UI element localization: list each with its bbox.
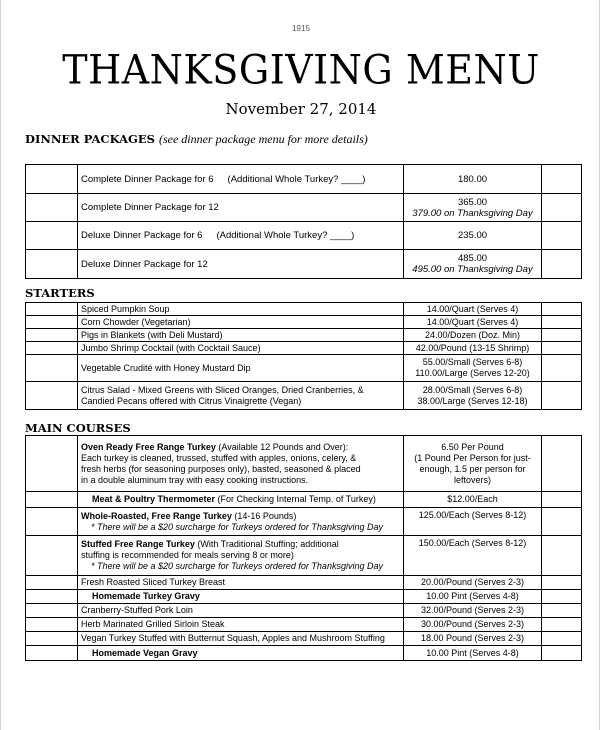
item-price: 14.00/Quart (Serves 4) — [404, 316, 542, 329]
qty-cell[interactable] — [542, 646, 582, 661]
surcharge-note: * There will be a $20 surcharge for Turkeys ordered for Thanksgiving Day — [91, 561, 383, 571]
package-price-holiday: 379.00 on Thanksgiving Day — [412, 207, 533, 219]
table-row — [26, 618, 582, 632]
qty-cell[interactable] — [542, 604, 582, 618]
item-name: Citrus Salad - Mixed Greens with Sliced Oranges, Dried Cranberries, & — [81, 384, 364, 395]
order-cell[interactable] — [26, 576, 78, 590]
qty-cell[interactable] — [542, 329, 582, 342]
order-cell[interactable] — [26, 194, 78, 222]
item-name-detail: (Available 12 Pounds and Over): — [215, 441, 349, 452]
item-price-small: 28.00/Small (Serves 6-8) — [422, 384, 523, 395]
packages-note: (see dinner package menu for more details) — [158, 132, 368, 146]
package-addon: (Additional Whole Turkey? ____) — [216, 230, 355, 241]
order-cell[interactable] — [26, 492, 78, 508]
item-name: Fresh Roasted Sliced Turkey Breast — [78, 576, 404, 590]
item-price: 30.00/Pound (Serves 2-3) — [404, 618, 542, 632]
package-name: Deluxe Dinner Package for 12 — [81, 258, 208, 270]
order-cell[interactable] — [26, 250, 78, 279]
table-row — [26, 342, 582, 355]
table-row — [26, 632, 582, 646]
item-price: 42.00/Pound (13-15 Shrimp) — [404, 342, 542, 355]
qty-cell[interactable] — [542, 355, 582, 382]
order-cell[interactable] — [26, 618, 78, 632]
item-name: Spiced Pumpkin Soup — [78, 303, 404, 316]
item-description: Each turkey is cleaned, trussed, stuffed with apples, onions, celery, & — [81, 452, 357, 463]
page-title: THANKSGIVING MENU — [62, 46, 540, 94]
table-row — [26, 355, 582, 382]
item-name: Corn Chowder (Vegetarian) — [78, 316, 404, 329]
mains-table — [25, 435, 582, 661]
table-row — [26, 250, 582, 279]
item-name: Cranberry-Stuffed Pork Loin — [78, 604, 404, 618]
item-price: $12.00/Each — [404, 492, 542, 508]
qty-cell[interactable] — [542, 536, 582, 576]
item-name-detail: (14-16 Pounds) — [231, 510, 297, 521]
table-row — [26, 492, 582, 508]
page-number: 1915 — [292, 24, 310, 33]
qty-cell[interactable] — [542, 590, 582, 604]
item-name-detail: (For Checking Internal Temp. of Turkey) — [215, 494, 376, 504]
package-price: 365.00 — [457, 196, 488, 208]
qty-cell[interactable] — [542, 165, 582, 194]
order-cell[interactable] — [26, 632, 78, 646]
qty-cell[interactable] — [542, 632, 582, 646]
qty-cell[interactable] — [542, 250, 582, 279]
qty-cell[interactable] — [542, 576, 582, 590]
order-cell[interactable] — [26, 165, 78, 194]
table-row — [26, 382, 582, 410]
order-cell[interactable] — [26, 604, 78, 618]
section-heading-packages — [25, 132, 368, 147]
surcharge-note: * There will be a $20 surcharge for Turkeys ordered for Thanksgiving Day — [91, 521, 383, 532]
item-price-note: enough, 1.5 per person for — [419, 463, 526, 474]
qty-cell[interactable] — [542, 492, 582, 508]
item-price: 6.50 Per Pound — [441, 441, 504, 452]
table-row — [26, 576, 582, 590]
item-name: Stuffed Free Range Turkey — [81, 539, 195, 549]
order-cell[interactable] — [26, 316, 78, 329]
item-name-detail: (With Traditional Stuffing; additional — [194, 539, 339, 549]
packages-table — [25, 164, 582, 279]
table-row — [26, 604, 582, 618]
order-cell[interactable] — [26, 222, 78, 250]
item-name: Oven Ready Free Range Turkey — [81, 441, 216, 452]
item-description: in a double aluminum tray with easy cooking instructions. — [81, 474, 309, 485]
table-row — [26, 590, 582, 604]
section-heading-mains — [25, 421, 131, 435]
order-cell[interactable] — [26, 355, 78, 382]
table-row — [26, 316, 582, 329]
package-addon: (Additional Whole Turkey? ____) — [227, 173, 366, 185]
order-cell[interactable] — [26, 382, 78, 410]
table-row — [26, 165, 582, 194]
item-name: Meat & Poultry Thermometer — [92, 494, 216, 504]
item-price-large: 38.00/Large (Serves 12-18) — [417, 395, 528, 406]
qty-cell[interactable] — [542, 436, 582, 492]
item-name: Vegetable Crudité with Honey Mustard Dip — [78, 355, 404, 382]
table-row — [26, 303, 582, 316]
item-price-small: 55.00/Small (Serves 6-8) — [422, 357, 523, 367]
item-price: 18.00 Pound (Serves 2-3) — [404, 632, 542, 646]
table-row — [26, 329, 582, 342]
qty-cell[interactable] — [542, 618, 582, 632]
order-cell[interactable] — [26, 508, 78, 536]
item-name: Jumbo Shrimp Cocktail (with Cocktail Sauce) — [78, 342, 404, 355]
item-price: 20.00/Pound (Serves 2-3) — [404, 576, 542, 590]
item-price: 14.00/Quart (Serves 4) — [404, 303, 542, 316]
package-name: Deluxe Dinner Package for 6 — [81, 230, 203, 241]
order-cell[interactable] — [26, 536, 78, 576]
table-row — [26, 508, 582, 536]
table-row — [26, 536, 582, 576]
order-cell[interactable] — [26, 590, 78, 604]
qty-cell[interactable] — [542, 194, 582, 222]
item-price: 10.00 Pint (Serves 4-8) — [404, 646, 542, 661]
item-price-note: (1 Pound Per Person for just- — [414, 452, 531, 463]
item-price-large: 110.00/Large (Serves 12-20) — [415, 368, 530, 378]
mains-heading: MAIN COURSES — [25, 421, 131, 435]
section-heading-starters — [25, 286, 95, 300]
order-cell[interactable] — [26, 436, 78, 492]
order-cell[interactable] — [26, 329, 78, 342]
item-name: Homemade Vegan Gravy — [78, 646, 404, 661]
item-description: fresh herbs (for seasoning purposes only), basted, seasoned & placed — [81, 463, 361, 474]
item-description: stuffing is recommended for meals serving 8 or more) — [81, 550, 294, 560]
package-price: 235.00 — [457, 230, 488, 241]
packages-heading: DINNER PACKAGES — [25, 132, 155, 146]
starters-heading: STARTERS — [25, 286, 95, 300]
order-cell[interactable] — [26, 342, 78, 355]
item-name-cont: Candied Pecans offered with Citrus Vinaigrette (Vegan) — [81, 395, 302, 406]
item-name: Pigs in Blankets (with Deli Mustard) — [78, 329, 404, 342]
table-row — [26, 646, 582, 661]
item-name: Homemade Turkey Gravy — [78, 590, 404, 604]
item-price: 10.00 Pint (Serves 4-8) — [404, 590, 542, 604]
qty-cell[interactable] — [542, 316, 582, 329]
table-row — [26, 194, 582, 222]
item-name: Vegan Turkey Stuffed with Butternut Squash, Apples and Mushroom Stuffing — [78, 632, 404, 646]
order-cell[interactable] — [26, 646, 78, 661]
item-price: 125.00/Each (Serves 8-12) — [404, 508, 542, 536]
package-price: 180.00 — [457, 173, 488, 185]
qty-cell[interactable] — [542, 303, 582, 316]
qty-cell[interactable] — [542, 342, 582, 355]
item-price: 32.00/Pound (Serves 2-3) — [404, 604, 542, 618]
qty-cell[interactable] — [542, 382, 582, 410]
qty-cell[interactable] — [542, 222, 582, 250]
item-name: Herb Marinated Grilled Sirloin Steak — [78, 618, 404, 632]
menu-date: November 27, 2014 — [225, 100, 377, 118]
table-row — [26, 222, 582, 250]
package-name: Complete Dinner Package for 12 — [81, 202, 219, 213]
starters-table — [25, 302, 582, 410]
order-cell[interactable] — [26, 303, 78, 316]
item-price-note: leftovers) — [453, 474, 491, 485]
item-name: Whole-Roasted, Free Range Turkey — [81, 510, 232, 521]
item-price: 150.00/Each (Serves 8-12) — [404, 536, 542, 576]
table-row — [26, 436, 582, 492]
package-name: Complete Dinner Package for 6 — [81, 173, 214, 185]
package-price: 485.00 — [457, 253, 488, 264]
package-price-holiday: 495.00 on Thanksgiving Day — [412, 264, 533, 275]
qty-cell[interactable] — [542, 508, 582, 536]
item-price: 24.00/Dozen (Doz. Min) — [404, 329, 542, 342]
